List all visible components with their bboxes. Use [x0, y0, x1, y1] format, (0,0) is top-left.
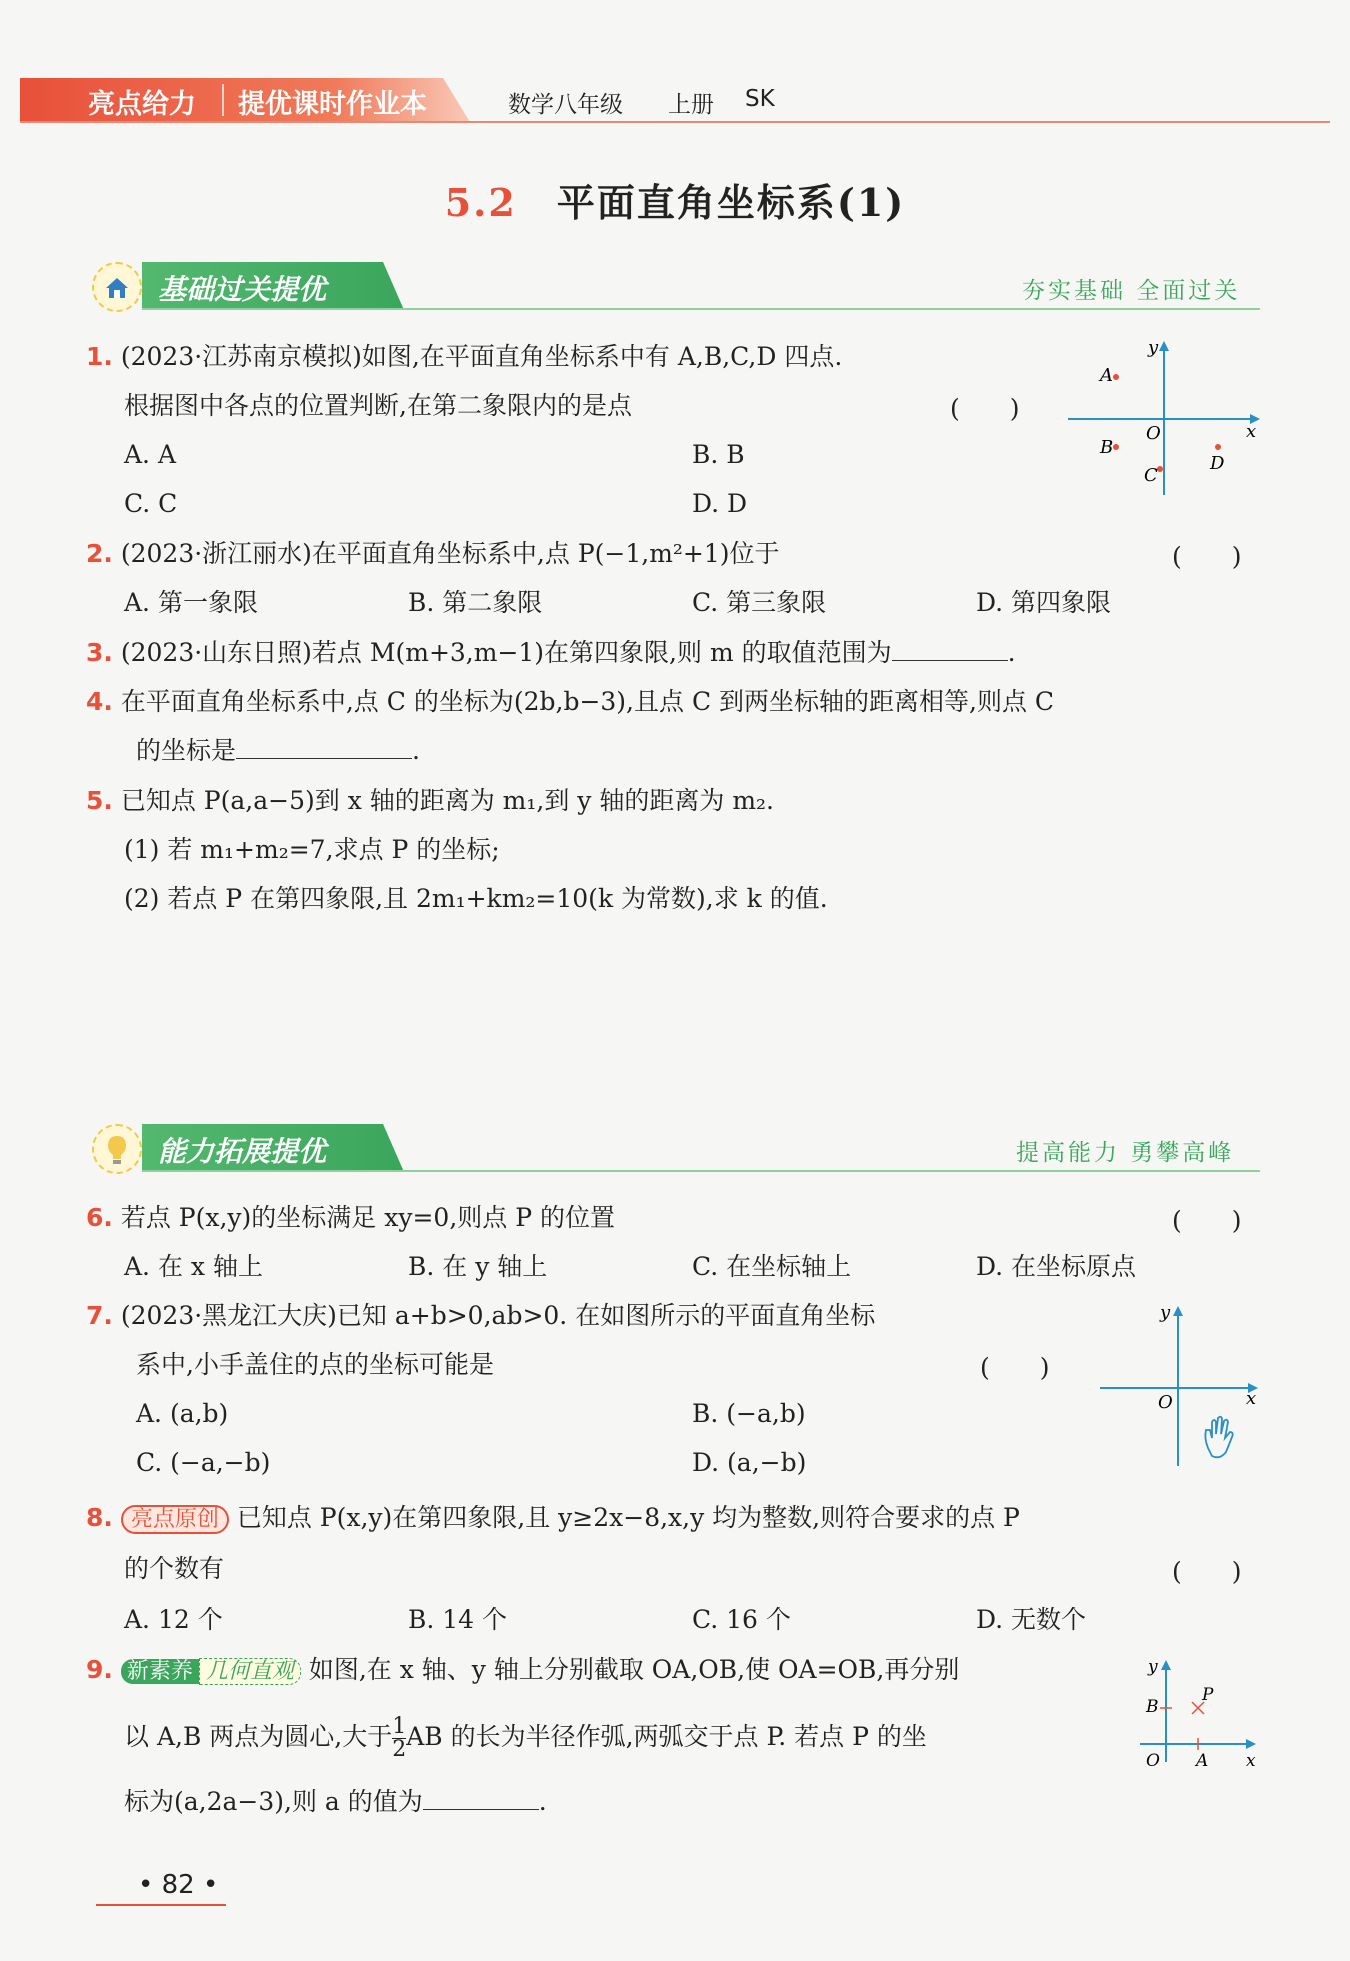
house-icon	[92, 262, 142, 312]
question-1-line2: 根据图中各点的位置判断,在第二象限内的是点	[124, 391, 632, 420]
option-d: D. 无数个	[976, 1605, 1087, 1634]
question-end: .	[412, 736, 420, 765]
option-c: C. 16 个	[692, 1605, 791, 1634]
question-number: 6.	[86, 1203, 113, 1232]
header-subject: 数学八年级	[508, 92, 623, 118]
section2-rule	[142, 1170, 1260, 1172]
fraction-denominator: 2	[392, 1737, 407, 1762]
x-axis-arrow	[1246, 1739, 1256, 1749]
answer-paren: ( )	[1172, 1206, 1242, 1235]
question-text: 的坐标是	[136, 736, 237, 765]
point-b	[1113, 444, 1119, 450]
section1-label: 基础过关提优	[158, 273, 327, 306]
option-b: B. (−a,b)	[692, 1399, 806, 1428]
option-a: A. 第一象限	[124, 588, 258, 617]
header-rule	[20, 121, 1330, 123]
question-9-line1	[86, 1653, 959, 1689]
point-b-label: B	[1100, 437, 1114, 458]
y-axis-arrow	[1161, 1660, 1171, 1670]
header-brand: 亮点给力	[88, 89, 196, 120]
question-end: .	[538, 1787, 547, 1816]
question-7-line1	[86, 1299, 875, 1333]
section1-slogan: 夯实基础 全面过关	[1022, 278, 1241, 304]
x-label: x	[1246, 1388, 1257, 1409]
question-number: 8.	[86, 1503, 113, 1532]
option-b: B. 在 y 轴上	[408, 1252, 548, 1281]
question-text: 已知点 P(a,a−5)到 x 轴的距离为 m₁,到 y 轴的距离为 m₂.	[120, 786, 774, 815]
option-b: B. B	[692, 440, 745, 469]
question-text: 若点 P(x,y)的坐标满足 xy=0,则点 P 的位置	[120, 1203, 615, 1232]
header-separator	[222, 84, 224, 116]
question-text: 已知点 P(x,y)在第四象限,且 y≥2x−8,x,y 均为整数,则符合要求的点 P	[236, 1503, 1020, 1532]
question-number: 9.	[86, 1655, 113, 1684]
answer-blank[interactable]	[236, 734, 412, 759]
option-a: A. 在 x 轴上	[124, 1252, 263, 1281]
point-c	[1157, 466, 1163, 472]
option-a: A. 12 个	[124, 1605, 223, 1634]
question-7-line2: 系中,小手盖住的点的坐标可能是	[136, 1350, 494, 1379]
page-title	[0, 172, 1350, 227]
question-2-line1	[86, 537, 780, 571]
question-text: 如图,在 x 轴、y 轴上分别截取 OA,OB,使 OA=OB,再分别	[308, 1655, 960, 1684]
question-text: (2023·山东日照)若点 M(m+3,m−1)在第四象限,则 m 的取值范围为	[120, 638, 892, 667]
question-6-line1	[86, 1201, 615, 1235]
origin-label: O	[1146, 1751, 1160, 1771]
question-text: 在平面直角坐标系中,点 C 的坐标为(2b,b−3),且点 C 到两坐标轴的距离相等,则点 C	[120, 687, 1055, 716]
origin-label: O	[1146, 423, 1161, 444]
question-5-line1	[86, 784, 774, 818]
answer-blank[interactable]	[892, 636, 1008, 661]
question-number: 2.	[86, 539, 113, 568]
x-label: x	[1246, 421, 1257, 442]
question-8-line2: 的个数有	[124, 1554, 225, 1583]
question-9-line3	[124, 1785, 547, 1819]
answer-blank[interactable]	[423, 1785, 539, 1810]
point-p-label: P	[1202, 1685, 1214, 1705]
question-text: 标为(a,2a−3),则 a 的值为	[124, 1787, 423, 1816]
point-a-label: A	[1196, 1751, 1209, 1771]
question-number: 4.	[86, 687, 113, 716]
answer-paren: ( )	[980, 1353, 1050, 1382]
y-label: y	[1148, 1657, 1158, 1677]
page-number: • 82 •	[138, 1870, 219, 1900]
option-b: B. 第二象限	[408, 588, 543, 617]
question-1-line1	[86, 340, 842, 374]
header-series: 提优课时作业本	[238, 89, 427, 120]
option-c: C. 第三象限	[692, 588, 827, 617]
option-c: C. C	[124, 489, 178, 518]
question-number: 5.	[86, 786, 113, 815]
point-c-label: C	[1144, 465, 1158, 486]
point-a	[1113, 374, 1119, 380]
y-label: y	[1160, 1302, 1171, 1323]
option-a: A. (a,b)	[136, 1399, 229, 1428]
fraction-numerator: 1	[392, 1714, 407, 1739]
question-5-sub1: (1) 若 m₁+m₂=7,求点 P 的坐标;	[124, 835, 500, 864]
question-9-line2	[124, 1716, 927, 1761]
geometry-intuition-tag: 几何直观	[199, 1658, 301, 1685]
option-d: D. 在坐标原点	[976, 1252, 1137, 1281]
question-text: (2023·浙江丽水)在平面直角坐标系中,点 P(−1,m²+1)位于	[120, 539, 780, 568]
fraction-half	[392, 1716, 406, 1761]
option-d: D. D	[692, 489, 748, 518]
y-label: y	[1148, 337, 1159, 358]
question-5-sub2: (2) 若点 P 在第四象限,且 2m₁+km₂=10(k 为常数),求 k 的值.	[124, 884, 828, 913]
answer-paren: ( )	[1172, 1557, 1242, 1586]
question-text: (2023·黑龙江大庆)已知 a+b>0,ab>0. 在如图所示的平面直角坐标	[120, 1301, 876, 1330]
title-number: 5.2	[444, 180, 517, 225]
point-d	[1215, 444, 1221, 450]
question-4-line1	[86, 685, 1054, 719]
lightbulb-icon	[92, 1124, 142, 1174]
question-number: 3.	[86, 638, 113, 667]
point-b-label: B	[1146, 1697, 1159, 1717]
option-d: D. (a,−b)	[692, 1448, 807, 1477]
answer-paren: ( )	[1172, 542, 1242, 571]
question-number: 7.	[86, 1301, 113, 1330]
option-d: D. 第四象限	[976, 588, 1112, 617]
question-end: .	[1007, 638, 1016, 667]
question-4-line2	[136, 734, 420, 768]
title-text: 平面直角坐标系(1)	[556, 180, 906, 225]
section2-label: 能力拓展提优	[158, 1135, 327, 1168]
header-edition: SK	[745, 86, 775, 112]
option-c: C. (−a,−b)	[136, 1448, 271, 1477]
question-number: 1.	[86, 342, 113, 371]
option-c: C. 在坐标轴上	[692, 1252, 852, 1281]
x-label: x	[1246, 1751, 1256, 1771]
q9-coordinate-figure	[1136, 1652, 1266, 1772]
section1-rule	[142, 308, 1260, 310]
original-tag: 亮点原创	[121, 1505, 229, 1534]
q7-coordinate-figure	[1094, 1296, 1269, 1471]
y-axis-arrow	[1159, 341, 1169, 351]
option-b: B. 14 个	[408, 1605, 508, 1634]
question-3-line1	[86, 636, 1016, 670]
origin-label: O	[1158, 1392, 1173, 1413]
question-8-line1	[86, 1501, 1020, 1537]
option-a: A. A	[124, 440, 177, 469]
question-text: 以 A,B 两点为圆心,大于	[124, 1722, 393, 1751]
question-text: (2023·江苏南京模拟)如图,在平面直角坐标系中有 A,B,C,D 四点.	[120, 342, 843, 371]
q1-coordinate-figure	[1060, 335, 1270, 505]
header-volume: 上册	[668, 92, 714, 118]
y-axis-arrow	[1173, 1306, 1183, 1316]
new-literacy-tag: 新素养	[121, 1659, 199, 1684]
footer-rule	[96, 1904, 226, 1906]
point-a-label: A	[1100, 365, 1113, 386]
point-d-label: D	[1210, 453, 1225, 474]
answer-paren: ( )	[950, 394, 1020, 423]
question-text: AB 的长为半径作弧,两弧交于点 P. 若点 P 的坐	[406, 1722, 927, 1751]
hand-icon	[1205, 1417, 1232, 1458]
section2-slogan: 提高能力 勇攀高峰	[1016, 1140, 1235, 1166]
